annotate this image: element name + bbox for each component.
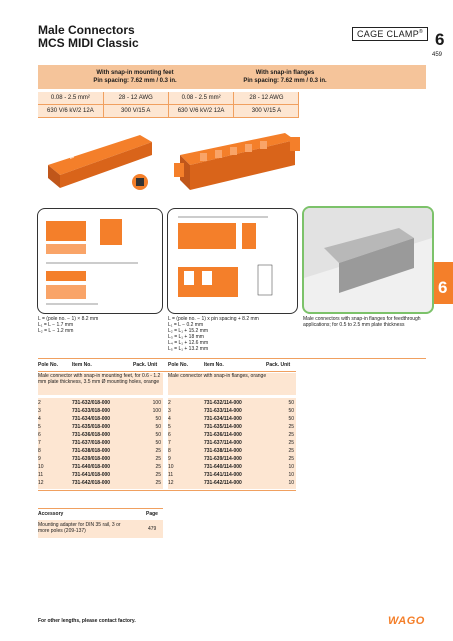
- table-row: [38, 408, 163, 416]
- pole-cell: 10: [168, 464, 174, 470]
- pole-cell: 2: [38, 400, 41, 406]
- pack-cell: 25: [288, 440, 294, 446]
- item-cell: 731-635/114-000: [204, 424, 242, 430]
- order-rows-left: [38, 400, 163, 490]
- drawing-snap-in-flanges: [167, 208, 298, 314]
- pole-cell: 6: [38, 432, 41, 438]
- footer-note: For other lengths, please contact factory.: [38, 618, 136, 624]
- table-row: [168, 472, 296, 480]
- table-row: [168, 432, 296, 440]
- pole-cell: 2: [168, 400, 171, 406]
- item-cell: 731-636/114-000: [204, 432, 242, 438]
- table-row: [168, 408, 296, 416]
- wago-logo: WAGO: [388, 615, 425, 627]
- spec-wire-right: 0.08 - 2.5 mm²: [168, 92, 234, 105]
- item-cell: 731-641/114-000: [204, 472, 242, 478]
- pack-cell: 50: [155, 432, 161, 438]
- table-row: [38, 472, 163, 480]
- pole-cell: 5: [38, 424, 41, 430]
- spec-header-band: [38, 65, 426, 89]
- order-desc-right: Male connector with snap-in flanges, orange: [168, 373, 296, 395]
- section-side-tab-label: 6: [438, 278, 448, 297]
- item-cell: 731-637/018-000: [72, 440, 111, 446]
- spec-rating-iec-left: 630 V/6 kV/2 12A: [38, 105, 103, 118]
- pole-cell: 8: [168, 448, 171, 454]
- pack-cell: 50: [155, 416, 161, 422]
- page-number: 459: [432, 52, 443, 58]
- pack-cell: 50: [288, 408, 294, 414]
- pole-cell: 4: [38, 416, 41, 422]
- item-cell: 731-633/018-000: [72, 408, 111, 414]
- spec-rating-iec-right: 630 V/6 kV/2 12A: [168, 105, 234, 118]
- pack-cell: 25: [288, 456, 294, 462]
- table-row: [38, 480, 163, 488]
- item-cell: 731-638/018-000: [72, 448, 111, 454]
- pack-cell: 25: [155, 480, 161, 486]
- pole-cell: 9: [168, 456, 171, 462]
- pack-cell: 10: [288, 472, 294, 478]
- title-line-1: Male Connectors: [38, 23, 135, 37]
- pole-cell: 5: [168, 424, 171, 430]
- order-rows-right: [168, 400, 296, 490]
- cage-clamp-brand: [352, 27, 428, 41]
- pole-cell: 6: [168, 432, 171, 438]
- item-cell: 731-634/114-000: [204, 416, 242, 422]
- pole-cell: 3: [168, 408, 171, 414]
- pack-cell: 50: [155, 440, 161, 446]
- table-row: [38, 400, 163, 408]
- pole-cell: 12: [168, 480, 174, 486]
- section-number: 6: [435, 30, 445, 49]
- pole-cell: 8: [38, 448, 41, 454]
- pack-cell: 25: [155, 456, 161, 462]
- spec-left-title-1: With snap-in mounting feet: [96, 70, 174, 76]
- spec-right-title-1: With snap-in flanges: [255, 70, 315, 76]
- product-image-snap-in-flanges: [170, 125, 310, 200]
- item-cell: 731-636/018-000: [72, 432, 111, 438]
- caption-snap-in-flanges: L = (pole no. − 1) x pin spacing + 8.2 mm L₁ = L − 0.2 mm L₂ = L₁ + 15.2 mm L₃ = L₁ + 18 mm L₄ = L₁ + 12.6 mm L₅ = L₁ + 13.2 mm: [168, 316, 259, 352]
- table-row: [38, 456, 163, 464]
- spec-wire-left: 0.08 - 2.5 mm²: [38, 92, 103, 105]
- item-cell: 731-632/018-000: [72, 400, 111, 406]
- table-row: [38, 424, 163, 432]
- spec-table: [38, 92, 426, 118]
- pack-cell: 100: [152, 400, 161, 406]
- drawing-mounting-feet: [37, 208, 163, 314]
- spec-rating-ul-left: 300 V/15 A: [103, 105, 168, 118]
- page-title: [38, 24, 139, 50]
- item-cell: 731-635/018-000: [72, 424, 111, 430]
- table-row: [38, 416, 163, 424]
- caption-feedthrough: Male connectors with snap-in flanges for feedthrough applications; for 0.5 to 2.5 mm plate thickness: [303, 316, 421, 328]
- accessory-item-text: Mounting adapter for DIN 35 rail, 3 or more poles (209-137): [38, 522, 121, 534]
- pack-cell: 10: [288, 464, 294, 470]
- accessory-item-page: 479: [148, 526, 157, 532]
- pack-cell: 25: [155, 464, 161, 470]
- pack-cell: 25: [288, 432, 294, 438]
- pole-cell: 9: [38, 456, 41, 462]
- table-row: [38, 432, 163, 440]
- spec-rating-ul-right: 300 V/15 A: [234, 105, 299, 118]
- item-cell: 731-633/114-000: [204, 408, 242, 414]
- table-row: [38, 464, 163, 472]
- pole-cell: 11: [38, 472, 44, 478]
- pole-cell: 4: [168, 416, 171, 422]
- item-cell: 731-632/114-000: [204, 400, 242, 406]
- pack-cell: 25: [155, 472, 161, 478]
- table-row: [168, 448, 296, 456]
- item-cell: 731-642/018-000: [72, 480, 111, 486]
- pole-cell: 7: [168, 440, 171, 446]
- pack-cell: 50: [288, 416, 294, 422]
- pack-cell: 50: [288, 400, 294, 406]
- item-cell: 731-639/114-000: [204, 456, 242, 462]
- pole-cell: 3: [38, 408, 41, 414]
- caption-mounting-feet: L = (pole no. − 1) × 8.2 mm L₁ = L − 1.7 mm L₂ = L − 1.2 mm: [38, 316, 99, 334]
- table-row: [168, 424, 296, 432]
- brand-reg: ®: [419, 29, 423, 35]
- pack-cell: 100: [152, 408, 161, 414]
- table-row: [168, 400, 296, 408]
- pole-cell: 12: [38, 480, 44, 486]
- pack-cell: 25: [288, 448, 294, 454]
- table-row: [168, 416, 296, 424]
- table-row: [168, 456, 296, 464]
- spec-left-title-2: Pin spacing: 7.62 mm / 0.3 in.: [93, 78, 177, 84]
- item-cell: 731-642/114-000: [204, 480, 242, 486]
- table-row: [168, 440, 296, 448]
- photo-feedthrough-application: [302, 206, 434, 314]
- item-cell: 731-640/018-000: [72, 464, 111, 470]
- order-desc-left: Male connector with snap-in mounting feet, for 0.6 - 1.2 mm plate thickness, 3.5 mm Ø mounting holes, orange: [38, 373, 163, 395]
- table-row: [168, 480, 296, 488]
- table-row: [38, 448, 163, 456]
- spec-awg-right: 28 - 12 AWG: [234, 92, 299, 105]
- spec-right-title: [188, 69, 382, 85]
- item-cell: 731-638/114-000: [204, 448, 242, 454]
- item-cell: 731-634/018-000: [72, 416, 111, 422]
- pole-cell: 11: [168, 472, 174, 478]
- title-line-2: MCS MIDI Classic: [38, 36, 139, 50]
- item-cell: 731-639/018-000: [72, 456, 111, 462]
- item-cell: 731-641/018-000: [72, 472, 111, 478]
- table-row: [168, 464, 296, 472]
- spec-awg-left: 28 - 12 AWG: [103, 92, 168, 105]
- pole-cell: 7: [38, 440, 41, 446]
- brand-label: CAGE CLAMP: [357, 29, 420, 39]
- product-image-mounting-feet: [40, 120, 160, 195]
- pack-cell: 50: [155, 424, 161, 430]
- spec-right-title-2: Pin spacing: 7.62 mm / 0.3 in.: [243, 78, 327, 84]
- item-cell: 731-637/114-000: [204, 440, 242, 446]
- table-row: [38, 440, 163, 448]
- item-cell: 731-640/114-000: [204, 464, 242, 470]
- pack-cell: 25: [155, 448, 161, 454]
- pack-cell: 10: [288, 480, 294, 486]
- pack-cell: 25: [288, 424, 294, 430]
- accessory-row: [38, 520, 163, 538]
- pole-cell: 10: [38, 464, 44, 470]
